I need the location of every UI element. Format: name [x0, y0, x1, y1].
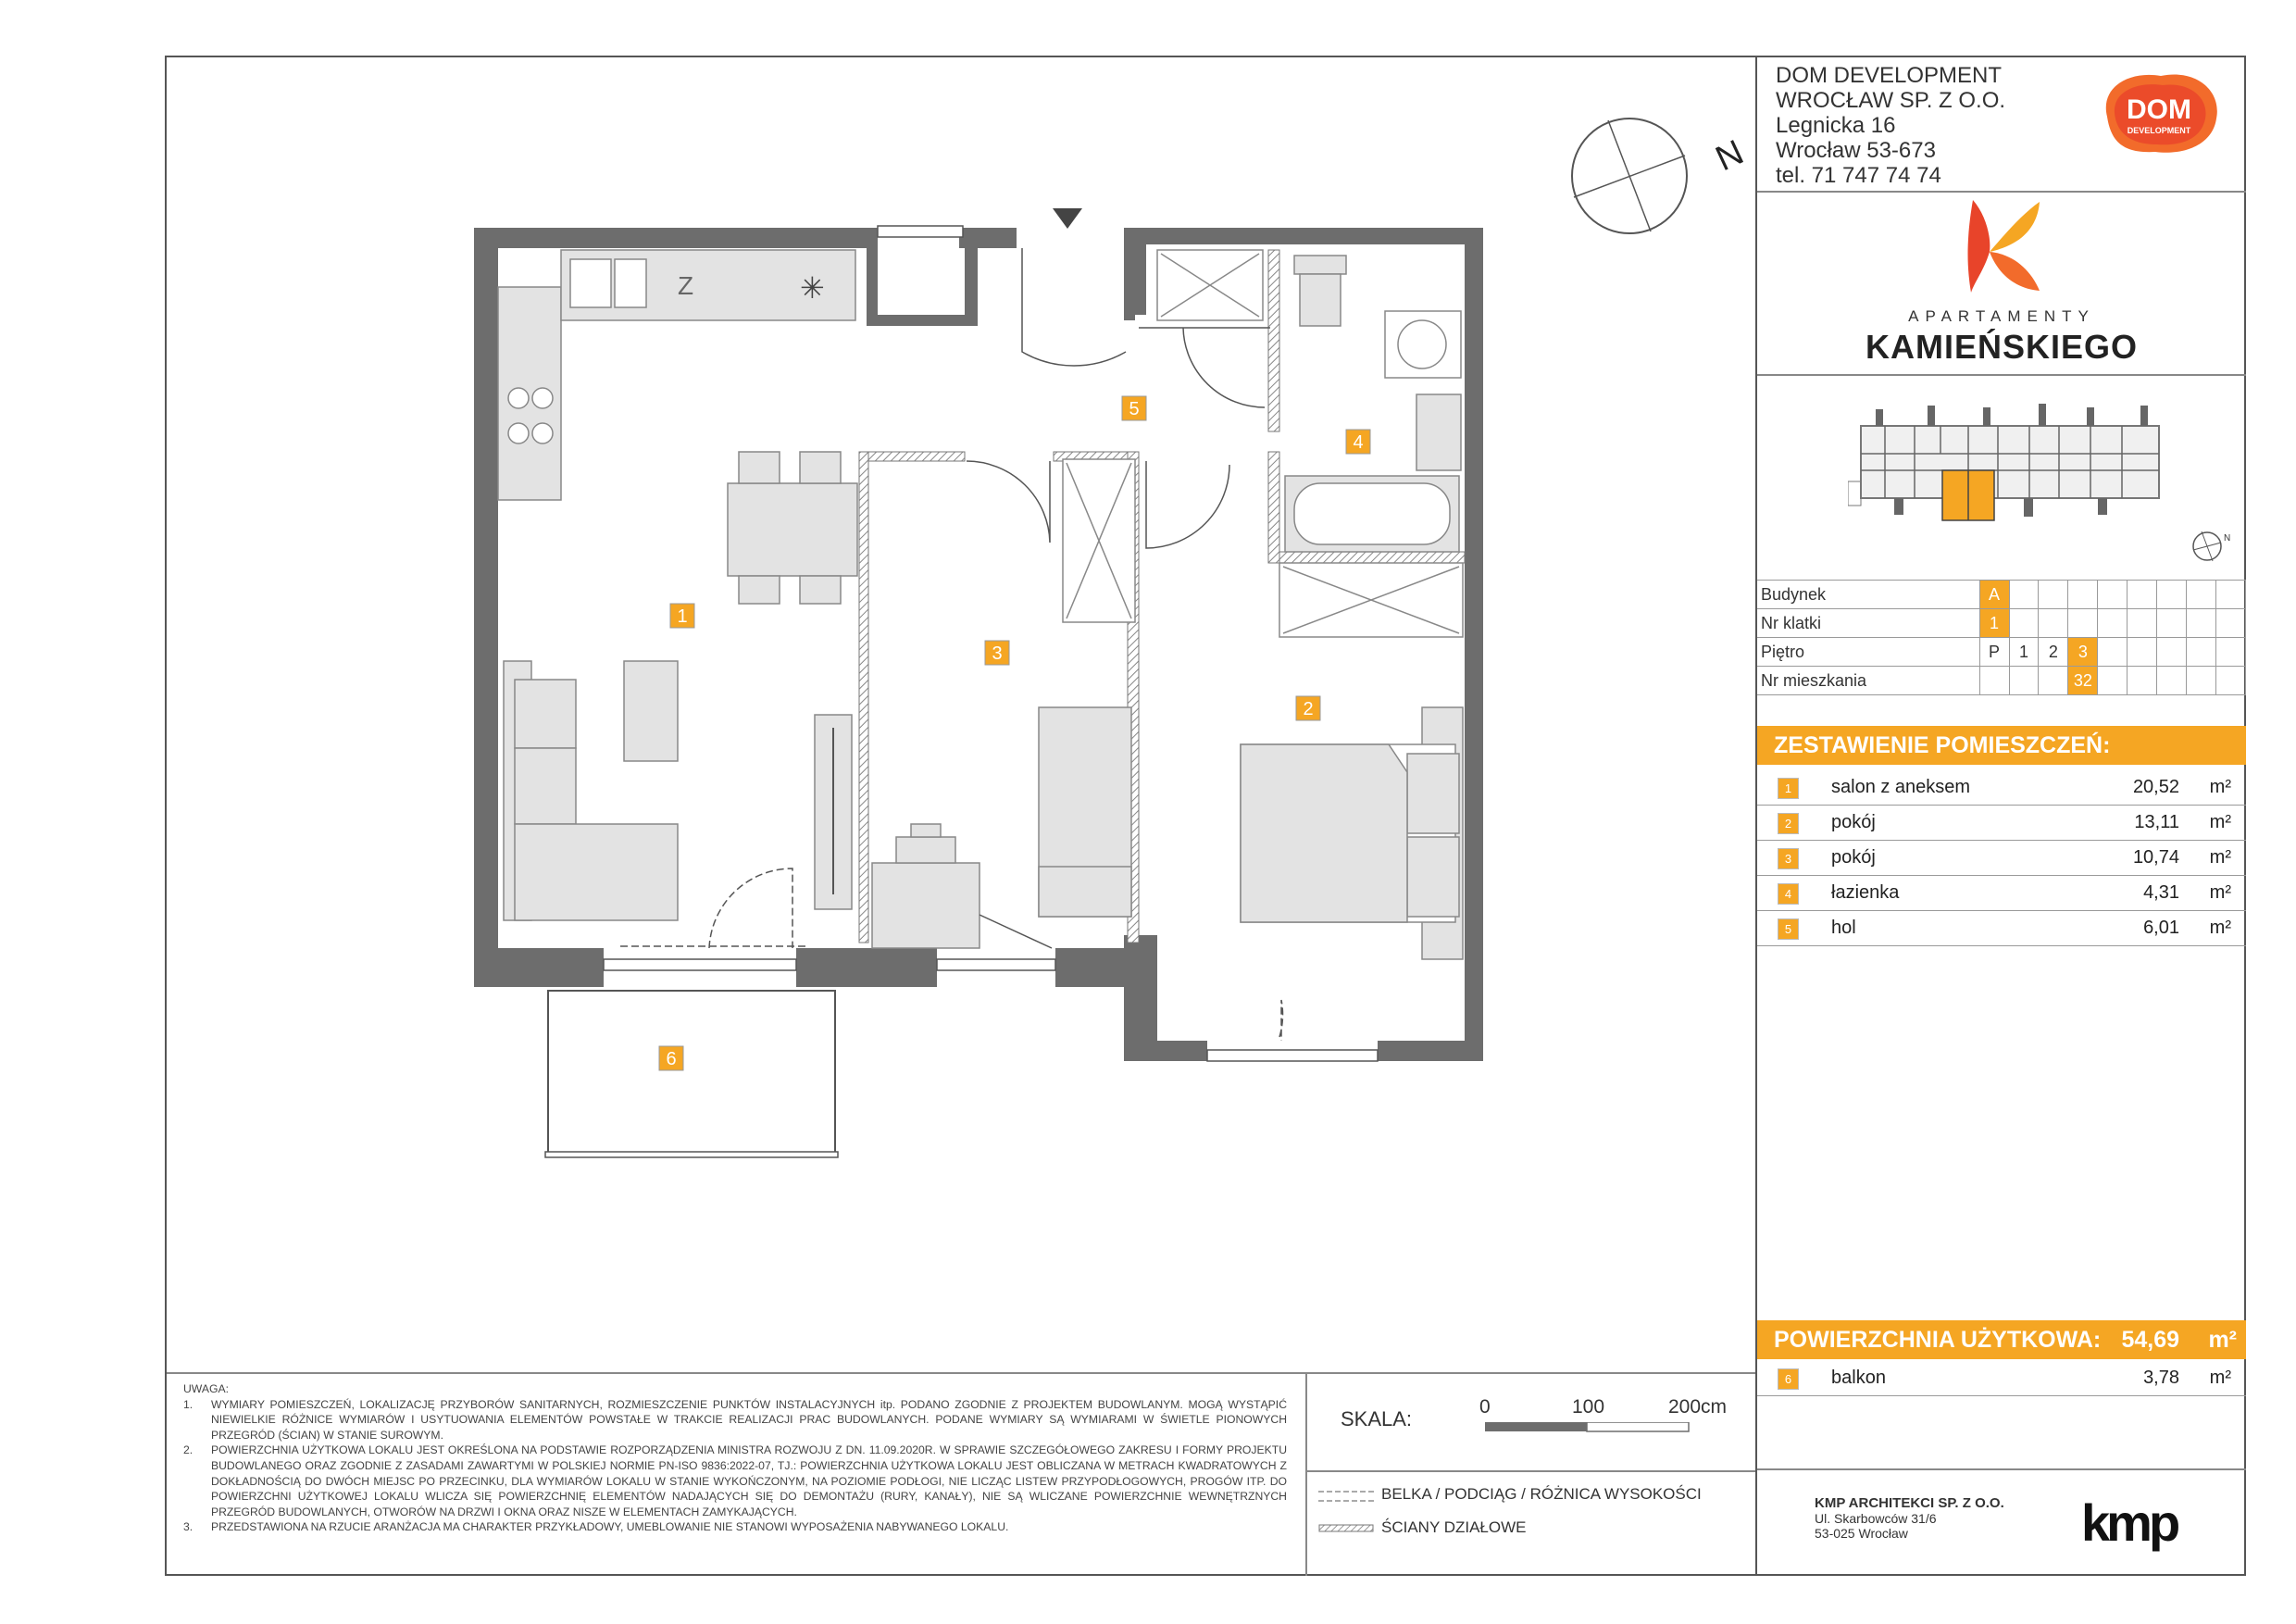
flat-number-label: Nr mieszkania — [1757, 667, 1979, 695]
partition-legend-icon — [1318, 1524, 1376, 1533]
divider — [1305, 1374, 1307, 1576]
room-tag-5: 5 — [1129, 399, 1140, 419]
north-label: N — [1710, 132, 1750, 180]
room-number: 2 — [1778, 813, 1799, 834]
note-text: WYMIARY POMIESZCZEŃ, LOKALIZACJĘ PRZYBORÓW SANITARNYCH, ROZMIESZCZENIE PUNKTÓW INSTALACYJNYCH itp. PODANO ZGODNIE Z PROJEKTEM BUDOWLANYM. MOGĄ WYSTĄPIĆ NIEWIELKIE RÓŻNICE WYMIARÓW I USYTUOWANIA ELEMENTÓW POWSTAŁE W TRAKCIE REALIZACJI PRAC BUDOWLANYCH. PODANE WYMIARY SĄ WYMIARAMI W ŚWIETLE PIONOWYCH PRZEGRÓD (ŚCIAN) W STANIE SUROWYM. — [211, 1397, 1287, 1442]
room-row — [1757, 841, 2246, 876]
note-number: 2. — [183, 1443, 193, 1457]
room-unit: m² — [2209, 777, 2231, 797]
divider — [1305, 1470, 1755, 1472]
room-row — [1757, 911, 2246, 946]
note-number: 1. — [183, 1397, 193, 1411]
notes-title: UWAGA: — [183, 1382, 229, 1395]
company-street: Legnicka 16 — [1776, 113, 1896, 138]
key-plan-compass-icon — [2190, 526, 2233, 567]
room-area: 13,11 — [2134, 812, 2179, 832]
key-plan — [1848, 398, 2163, 528]
dom-logo-subtext: DEVELOPMENT — [2127, 126, 2191, 135]
bathroom — [1157, 250, 1463, 637]
room-area: 6,01 — [2143, 918, 2179, 938]
project-name-line1: APARTAMENTY — [1908, 307, 2095, 325]
svg-text:✳: ✳ — [800, 271, 825, 305]
note-item — [183, 1397, 1287, 1443]
usable-area-value: 54,69 — [2121, 1327, 2179, 1353]
note-item — [183, 1443, 1287, 1519]
scale-tick-0: 0 — [1479, 1396, 1491, 1418]
project-name-line2: KAMIEŃSKIEGO — [1865, 328, 2139, 366]
room-number: 1 — [1778, 778, 1799, 799]
balcony — [545, 991, 838, 1157]
note-text: POWIERZCHNIA UŻYTKOWA LOKALU JEST OKREŚLONA NA PODSTAWIE ROZPORZĄDZENIA MINISTRA ROZWOJU Z DN. 11.09.2020R. W SPRAWIE SZCZEGÓŁOWEGO ZAKRESU I FORMY PROJEKTU BUDOWLANEGO ORAZ ZGODNIE Z ZASADAMI ZAWARTYMI W POLSKIEJ NORMIE PN-ISO 9836:2022-07, TJ.: POWIERZCHNIA UŻYTKOWA LOKALU JEST OBLICZANA W METRACH KWADRATOWYCH Z DOKŁADNOŚCIĄ DO DWÓCH MIEJSC PO PRZECINKU, DLA WYMIARÓW LOKALU W STANIE WYKOŃCZONYM, NA POZIOMIE PODŁOGI, NIE LICZĄC LISTEW PRZYPODŁOGOWYCH, PROGÓW ITP. DO POWIERZCHNI UŻYTKOWEJ LOKALU WLICZA SIĘ POWIERZCHNIĘ ELEMENTÓW NADAJĄCYCH SIĘ DO DEMONTAŻU (RURY, KANAŁY), NIE SĄ WLICZANE POWIERZCHNIE WEWNĘTRZNYCH PRZEGRÓD BUDOWLANYCH, OTWORÓW NA DRZWI I OKNA ORAZ NISZE W ELEMENTACH ZAMYKAJĄCYCH. — [211, 1443, 1287, 1518]
room-row — [1757, 806, 2246, 841]
scale-label: SKALA: — [1341, 1407, 1413, 1430]
svg-text:N: N — [2224, 533, 2231, 543]
north-compass — [1572, 119, 1750, 233]
company-phone: tel. 71 747 74 74 — [1776, 163, 1941, 188]
room-number: 3 — [1778, 848, 1799, 869]
unit-info-table — [1757, 580, 2246, 695]
company-name-1: DOM DEVELOPMENT — [1776, 63, 2003, 88]
floor-label: Piętro — [1757, 638, 1979, 667]
architect-street: Ul. Skarbowców 31/6 — [1815, 1511, 1937, 1526]
floor-plan — [167, 57, 1753, 1372]
room-area: 4,31 — [2143, 882, 2179, 903]
floor-2: 2 — [2039, 638, 2068, 667]
wardrobe — [815, 715, 852, 909]
architect-city: 53-025 Wrocław — [1815, 1526, 1908, 1541]
scale-tick-100: 100 — [1572, 1396, 1605, 1418]
company-city: Wrocław 53-673 — [1776, 138, 1936, 163]
room-tag-6: 6 — [666, 1049, 677, 1069]
room-row — [1757, 770, 2246, 806]
room-row — [1757, 876, 2246, 911]
divider — [1757, 191, 2246, 193]
dining-table — [728, 452, 857, 604]
room-unit: m² — [2209, 847, 2231, 868]
partition-legend-text: ŚCIANY DZIAŁOWE — [1381, 1518, 1527, 1536]
room-tag-4: 4 — [1353, 432, 1364, 453]
room-name: salon z aneksem — [1831, 777, 1971, 797]
room-tag-2: 2 — [1303, 699, 1314, 719]
entrance-marker-icon — [1053, 208, 1082, 229]
architect-name: KMP ARCHITEKCI SP. Z O.O. — [1815, 1495, 2004, 1511]
room-name: łazienka — [1831, 882, 1900, 903]
kmp-logo-text: kmp — [2081, 1498, 2177, 1552]
scale-tick-200: 200cm — [1668, 1396, 1728, 1418]
room-area: 3,78 — [2143, 1368, 2179, 1388]
room-number: 5 — [1778, 918, 1799, 940]
title-block — [1755, 56, 2246, 1576]
room3-furniture — [872, 459, 1135, 948]
usable-area-unit: m² — [2208, 1327, 2237, 1353]
usable-area-label: POWIERZCHNIA UŻYTKOWA: — [1774, 1327, 2102, 1353]
notes-area — [167, 1372, 1755, 1576]
building-label: Budynek — [1757, 581, 1979, 609]
beam-legend-icon — [1318, 1489, 1376, 1504]
dom-logo-text: DOM — [2127, 94, 2191, 125]
staircase-label: Nr klatki — [1757, 609, 1979, 638]
kamienskiego-logo-icon — [1965, 196, 2043, 296]
scale-bar — [1485, 1422, 1707, 1433]
room-name: pokój — [1831, 812, 1876, 832]
bed — [1241, 707, 1463, 959]
room-name: hol — [1831, 918, 1856, 938]
note-number: 3. — [183, 1520, 193, 1534]
notes — [183, 1381, 1287, 1535]
room-number: 4 — [1778, 883, 1799, 905]
room-unit: m² — [2209, 1368, 2231, 1388]
note-text: PRZEDSTAWIONA NA RZUCIE ARANŻACJA MA CHARAKTER PRZYKŁADOWY, UMEBLOWANIE NIE STANOWI WYPOSAŻENIA NABYWANEGO LOKALU. — [211, 1520, 1009, 1534]
building-value: A — [1979, 581, 2009, 609]
room-unit: m² — [2209, 882, 2231, 903]
room-area: 20,52 — [2132, 777, 2179, 797]
company-name-2: WROCŁAW SP. Z O.O. — [1776, 88, 2006, 113]
room-summary-list — [1757, 770, 2246, 946]
flat-number-value: 32 — [2068, 667, 2098, 695]
divider — [1757, 1468, 2246, 1470]
room-unit: m² — [2209, 812, 2231, 832]
floor-3: 3 — [2068, 638, 2098, 667]
room-name: balkon — [1831, 1368, 1886, 1388]
beam-legend-text: BELKA / PODCIĄG / RÓŻNICA WYSOKOŚCI — [1381, 1485, 1702, 1503]
usable-area-bar — [1757, 1320, 2246, 1359]
room-area: 10,74 — [2132, 847, 2179, 868]
room-tag-3: 3 — [992, 643, 1003, 664]
floor-p: P — [1979, 638, 2009, 667]
room-number: 6 — [1778, 1368, 1799, 1390]
room-tag-1: 1 — [677, 606, 688, 627]
note-item — [183, 1519, 1287, 1535]
room-row — [1757, 1361, 2246, 1396]
staircase-value: 1 — [1979, 609, 2009, 638]
kmp-logo — [2081, 1498, 2183, 1555]
floor-1: 1 — [2009, 638, 2039, 667]
room-unit: m² — [2209, 918, 2231, 938]
dom-development-logo — [2096, 67, 2224, 157]
sofa — [504, 661, 678, 920]
architect-info — [1815, 1496, 2004, 1541]
divider — [1757, 374, 2246, 376]
developer-address — [1776, 63, 2005, 188]
balcony-summary — [1757, 1361, 2246, 1396]
room-name: pokój — [1831, 847, 1876, 868]
svg-text:Z: Z — [678, 271, 694, 300]
room-summary-header: ZESTAWIENIE POMIESZCZEŃ: — [1757, 726, 2246, 765]
